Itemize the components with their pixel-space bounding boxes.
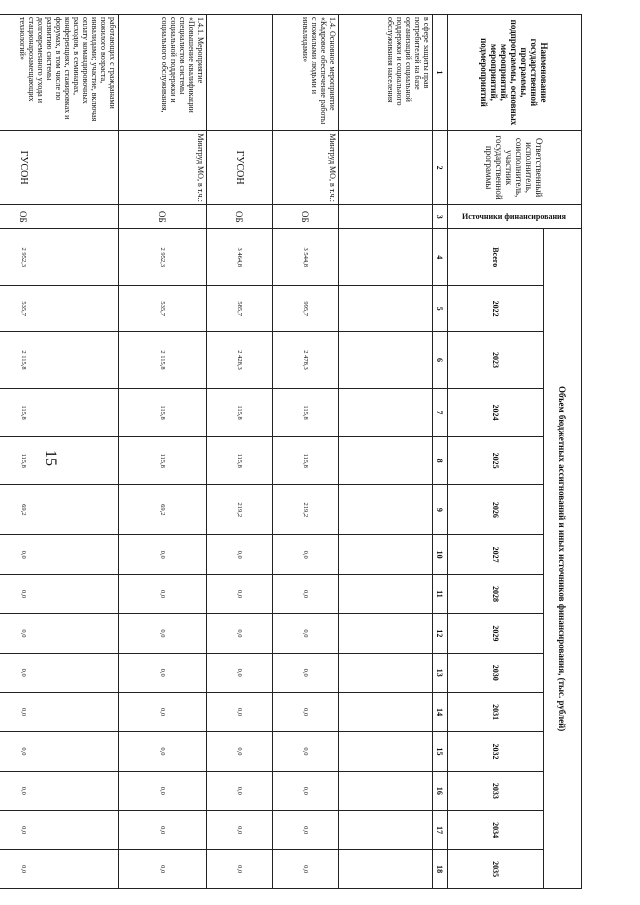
row-value: 219,2 — [273, 485, 339, 535]
row-value: 2 428,3 — [207, 332, 273, 389]
row-value: 0,0 — [0, 614, 119, 653]
header-year: 2031 — [448, 692, 544, 731]
row-value: 0,0 — [207, 614, 273, 653]
column-number: 12 — [433, 614, 448, 653]
row-value: 219,2 — [207, 485, 273, 535]
row-value: 115,8 — [273, 388, 339, 436]
header-year: 2022 — [448, 286, 544, 332]
row-value: 0,0 — [0, 771, 119, 810]
row-value: 69,2 — [0, 485, 119, 535]
row-value: 0,0 — [207, 535, 273, 574]
row-value — [339, 229, 433, 286]
row-value — [339, 614, 433, 653]
column-number: 6 — [433, 332, 448, 389]
row-value: 0,0 — [119, 574, 207, 613]
row-value: 0,0 — [207, 692, 273, 731]
header-year: 2029 — [448, 614, 544, 653]
header-budget-group: Объем бюджетных ассигнований и иных источников финансирования, (тыс. рублей) — [544, 229, 582, 889]
row-value: 3 464,8 — [207, 229, 273, 286]
row-value: 585,7 — [207, 286, 273, 332]
row-source: ОБ — [207, 205, 273, 229]
column-number: 8 — [433, 437, 448, 485]
row-value — [339, 574, 433, 613]
header-year: 2025 — [448, 437, 544, 485]
budget-table-sheet — [18, 14, 582, 889]
row-executor: ГУСОН — [207, 130, 273, 204]
row-value: 0,0 — [0, 732, 119, 771]
header-year: 2026 — [448, 485, 544, 535]
column-number: 1 — [433, 15, 448, 131]
row-value: 115,8 — [273, 437, 339, 485]
table-row — [339, 15, 433, 889]
row-source: ОБ — [119, 205, 207, 229]
row-name: в сфере защиты прав потребителей на базе организаций социальной поддержки и социального обслуживания населения — [339, 15, 433, 131]
row-value: 115,8 — [207, 388, 273, 436]
header-executor: Ответственный исполнитель, соисполнитель, участник государственной программы — [448, 130, 582, 204]
row-value: 0,0 — [119, 614, 207, 653]
row-value: 115,8 — [0, 437, 119, 485]
row-value: 0,0 — [119, 692, 207, 731]
row-value: 115,8 — [119, 437, 207, 485]
row-value: 0,0 — [273, 692, 339, 731]
column-number: 5 — [433, 286, 448, 332]
page-number: 15 — [42, 450, 59, 466]
column-number: 16 — [433, 771, 448, 810]
row-value: 0,0 — [119, 535, 207, 574]
header-year: 2032 — [448, 732, 544, 771]
row-value: 0,0 — [119, 653, 207, 692]
row-value — [339, 732, 433, 771]
row-value — [339, 850, 433, 889]
row-value: 0,0 — [207, 850, 273, 889]
row-value: 0,0 — [273, 850, 339, 889]
row-value: 0,0 — [273, 653, 339, 692]
row-value: 115,8 — [0, 388, 119, 436]
row-value: 0,0 — [273, 614, 339, 653]
table-body — [0, 15, 433, 889]
row-value — [339, 771, 433, 810]
row-value: 0,0 — [207, 653, 273, 692]
row-value: 0,0 — [273, 574, 339, 613]
row-value: 0,0 — [0, 692, 119, 731]
row-value: 0,0 — [0, 535, 119, 574]
table-row — [207, 15, 273, 889]
row-name — [207, 15, 273, 131]
column-number: 9 — [433, 485, 448, 535]
row-value — [339, 485, 433, 535]
header-total: Всего — [448, 229, 544, 286]
row-value: 0,0 — [0, 574, 119, 613]
header-year: 2035 — [448, 850, 544, 889]
row-executor — [339, 130, 433, 204]
row-value: 0,0 — [273, 811, 339, 850]
header-year: 2023 — [448, 332, 544, 389]
row-value — [339, 535, 433, 574]
row-value: 69,2 — [119, 485, 207, 535]
row-value — [339, 692, 433, 731]
budget-table — [0, 14, 582, 889]
header-source-text: Источники финансирования — [462, 212, 567, 222]
row-value — [339, 437, 433, 485]
column-number: 13 — [433, 653, 448, 692]
row-value: 2 952,3 — [0, 229, 119, 286]
row-value: 0,0 — [273, 732, 339, 771]
row-source — [339, 205, 433, 229]
row-value — [339, 811, 433, 850]
row-value — [339, 388, 433, 436]
column-number: 3 — [433, 205, 448, 229]
row-name: 1.4.1. Мероприятие «Повышение квалификации специалистов системы социальной поддержки и социального обслуживания, — [119, 15, 207, 131]
column-number: 10 — [433, 535, 448, 574]
header-source — [448, 205, 582, 229]
column-number: 7 — [433, 388, 448, 436]
row-value: 2 478,3 — [273, 332, 339, 389]
header-year: 2027 — [448, 535, 544, 574]
row-executor: Минтруд МО, в т.ч.: — [273, 130, 339, 204]
header-year: 2028 — [448, 574, 544, 613]
row-value: 115,8 — [119, 388, 207, 436]
row-value: 0,0 — [207, 574, 273, 613]
row-value: 0,0 — [119, 732, 207, 771]
row-executor: ГУСОН — [0, 130, 119, 204]
row-source: ОБ — [0, 205, 119, 229]
column-number: 15 — [433, 732, 448, 771]
column-number: 2 — [433, 130, 448, 204]
header-year: 2033 — [448, 771, 544, 810]
row-value: 0,0 — [207, 771, 273, 810]
row-value: 535,7 — [119, 286, 207, 332]
column-number: 14 — [433, 692, 448, 731]
row-value — [339, 332, 433, 389]
row-value: 995,7 — [273, 286, 339, 332]
table-row — [119, 15, 207, 889]
row-value: 2 952,3 — [119, 229, 207, 286]
row-value: 0,0 — [207, 732, 273, 771]
column-number: 17 — [433, 811, 448, 850]
row-value: 0,0 — [207, 811, 273, 850]
header-year: 2024 — [448, 388, 544, 436]
row-value: 2 115,8 — [0, 332, 119, 389]
row-value: 0,0 — [119, 771, 207, 810]
row-name: 1.4. Основное мероприятие «Кадровое обеспечение работы с пожилыми людьми и инвалидами» — [273, 15, 339, 131]
table-row — [273, 15, 339, 889]
row-value: 535,7 — [0, 286, 119, 332]
column-number: 4 — [433, 229, 448, 286]
header-name: Наименование государственной программы, подпрограммы, основных мероприятий, мероприятий, подмероприятий — [448, 15, 582, 131]
row-source: ОБ — [273, 205, 339, 229]
header-year: 2030 — [448, 653, 544, 692]
row-value: 115,8 — [207, 437, 273, 485]
row-name: работающих с гражданами пожилого возраста, инвалидами; участие, включая оплату командировочных расходов, в семинарах, конференциях, стажировках и форумах, в том числе по развитию системы долговременного ухода и стационарозамещающих технологий» — [0, 15, 119, 131]
row-value — [339, 653, 433, 692]
row-value: 3 544,8 — [273, 229, 339, 286]
row-value: 2 115,8 — [119, 332, 207, 389]
row-value: 0,0 — [119, 811, 207, 850]
row-value: 0,0 — [0, 811, 119, 850]
row-value: 0,0 — [273, 535, 339, 574]
column-number-row — [433, 15, 448, 889]
row-value: 0,0 — [119, 850, 207, 889]
column-number: 18 — [433, 850, 448, 889]
row-value — [339, 286, 433, 332]
header-year: 2034 — [448, 811, 544, 850]
table-row — [0, 15, 119, 889]
row-value: 0,0 — [0, 850, 119, 889]
row-value: 0,0 — [0, 653, 119, 692]
row-value: 0,0 — [273, 771, 339, 810]
column-number: 11 — [433, 574, 448, 613]
row-executor: Минтруд МО, в т.ч.: — [119, 130, 207, 204]
